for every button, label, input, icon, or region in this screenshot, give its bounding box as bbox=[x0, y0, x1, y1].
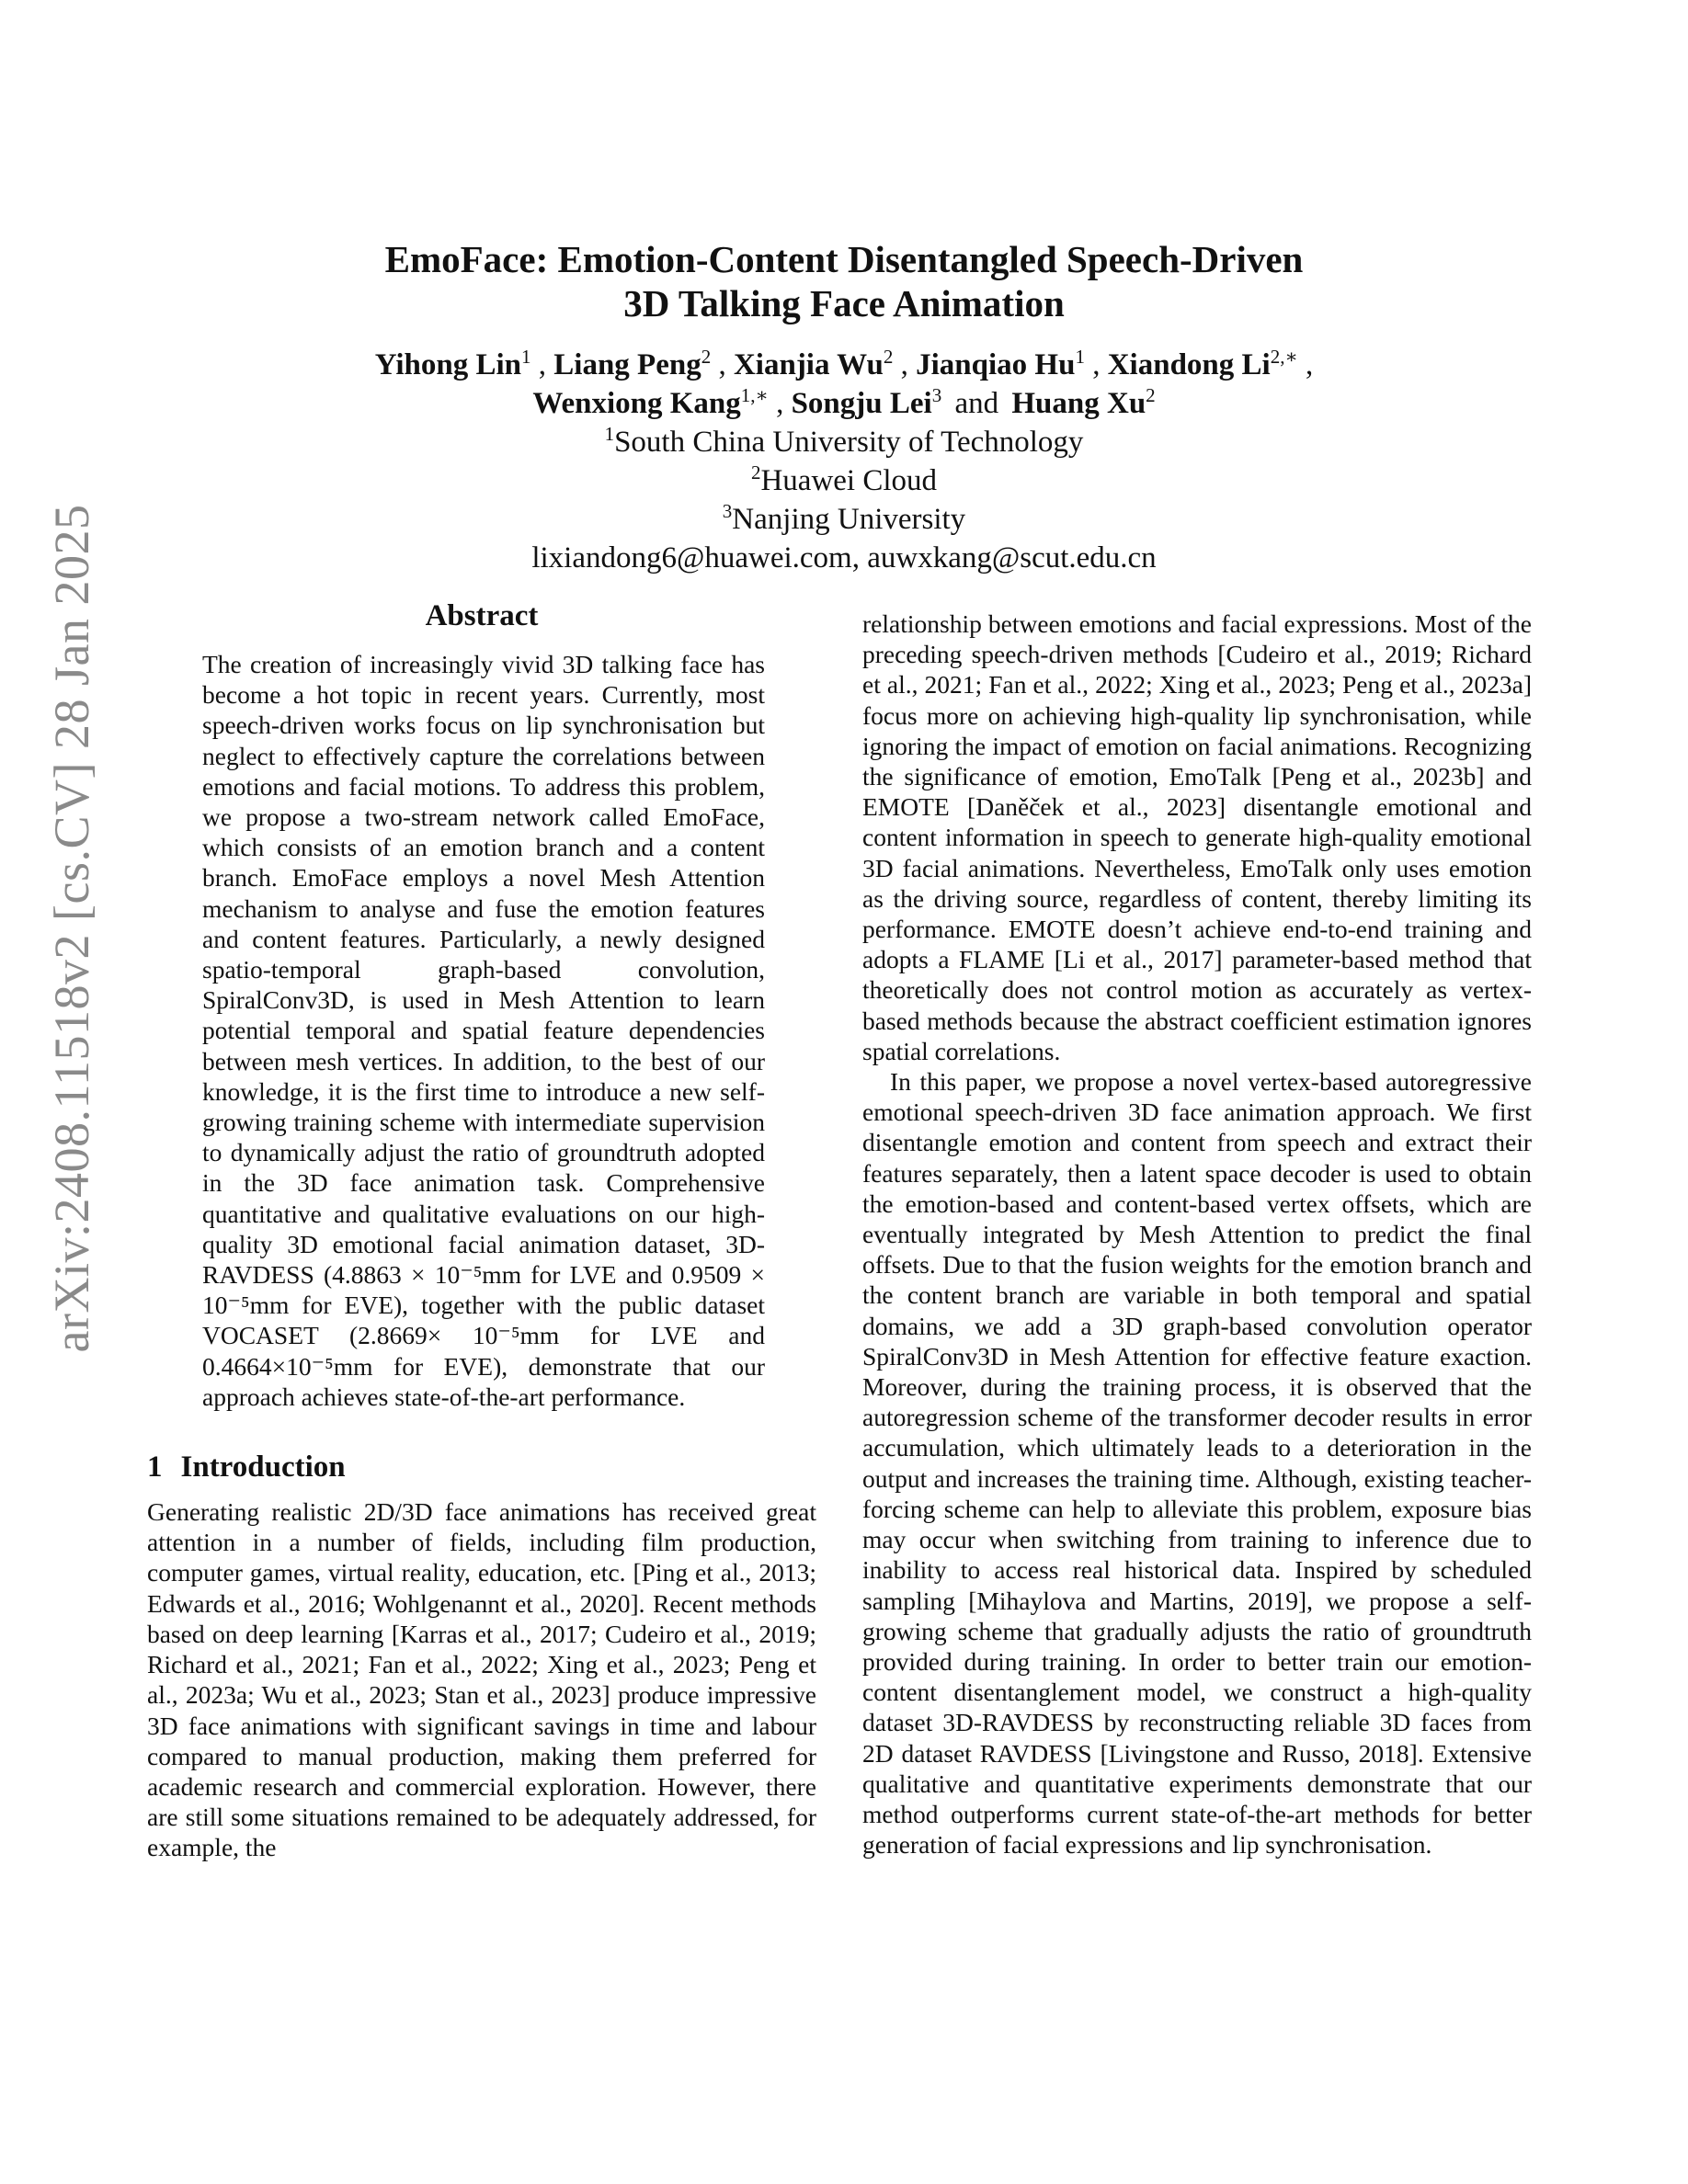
affiliation-3: $^3$Nanjing University bbox=[722, 500, 966, 536]
author-line-2: Wenxiong Kang$^{1,∗}$ , Songju Lei$^3$ and Huang Xu$^2$ bbox=[532, 384, 1156, 420]
author-affil-mark: 2,∗ bbox=[1270, 346, 1298, 368]
paper-title bbox=[211, 237, 1477, 325]
affiliation-1: $^1$South China University of Technology bbox=[604, 423, 1084, 459]
author-name: Xianjia Wu bbox=[733, 348, 884, 381]
section-number: 1 bbox=[147, 1450, 163, 1484]
author-affil-mark: 2 bbox=[1146, 384, 1156, 406]
arxiv-watermark bbox=[0, 0, 110, 2184]
author-affil-mark: 2 bbox=[883, 346, 894, 368]
author-name: Jianqiao Hu bbox=[916, 348, 1076, 381]
author-conjunction: and bbox=[954, 387, 999, 420]
author-name: Liang Peng bbox=[553, 348, 701, 381]
author-affil-mark: 2 bbox=[701, 346, 712, 368]
section-heading-introduction bbox=[147, 1449, 816, 1485]
author-name: Xiandong Li bbox=[1107, 348, 1271, 381]
author-name: Yihong Lin bbox=[374, 348, 522, 381]
author-emails: lixiandong6@huawei.com, auwxkang@scut.edu.cn bbox=[531, 541, 1157, 574]
abstract-heading: Abstract bbox=[425, 599, 539, 632]
intro-paragraph-1-continued: relationship between emotions and facial expressions. Most of the preceding speech-driven methods [Cudeiro et al., 2019; Richard et al., 2021; Fan et al., 2022; Xing et al., 2023; Peng et al., 2023a] focus more on achieving high-quality lip synchronisation, while ignoring the impact of emotion on facial animations. Recognizing the significance of emotion, EmoTalk [Peng et al., 2023b] and EMOTE [Daněček et al., 2023] disentangle emotional and content information in speech to generate high-quality emotional 3D facial animations. Nevertheless, EmoTalk only uses emotion as the driving source, regardless of content, thereby limiting its performance. EMOTE doesn’t achieve end-to-end training and adopts a FLAME [Li et al., 2017] parameter-based method that theoretically does not control motion as accurately as vertex-based methods because the abstract coefficient estimation ignores spatial correlations. bbox=[862, 609, 1532, 1065]
author-affil-mark: 3 bbox=[931, 384, 942, 406]
arxiv-id: arXiv:2408.11518v2 [cs.CV] 28 Jan 2025 bbox=[44, 504, 99, 1353]
right-column bbox=[862, 609, 1532, 1860]
title-line-2: 3D Talking Face Animation bbox=[623, 282, 1065, 324]
author-line-1: Yihong Lin$^1$ , Liang Peng$^2$ , Xianjia Wu$^2$ , Jianqiao Hu$^1$ , Xiandong $Li^{2,∗}$ , bbox=[374, 346, 1314, 381]
abstract-text: The creation of increasingly vivid 3D talking face has become a hot topic in recent years. Currently, most speech-driven works focus on lip synchronisation but neglect to effectively capture the correlations between emotions and facial motions. To address this problem, we propose a two-stream network called EmoFace, which consists of an emotion branch and a content branch. EmoFace employs a novel Mesh Attention mechanism to analyse and fuse the emotion features and content features. Particularly, a newly designed spatio-temporal graph-based convolution, SpiralConv3D, is used in Mesh Attention to learn potential temporal and spatial feature dependencies between mesh vertices. In addition, to the best of our knowledge, it is the first time to introduce a new self-growing training scheme with intermediate supervision to dynamically adjust the ratio of groundtruth adopted in the 3D face animation task. Comprehensive quantitative and qualitative evaluations on our high-quality 3D emotional facial animation dataset, 3D-RAVDESS (4.8863 × 10⁻⁵mm for LVE and 0.9509 × 10⁻⁵mm for EVE), together with the public dataset VOCASET (2.8669× 10⁻⁵mm for LVE and 0.4664×10⁻⁵mm for EVE), demonstrate that our approach achieves state-of-the-art performance. bbox=[202, 650, 765, 1411]
affiliation-2: $^2$Huawei Cloud bbox=[750, 461, 938, 497]
title-line-1: EmoFace: Emotion-Content Disentangled Speech-Driven bbox=[384, 238, 1304, 280]
author-affil-mark: 1,∗ bbox=[740, 384, 769, 406]
section-title: Introduction bbox=[180, 1450, 346, 1484]
author-name: Songju Lei bbox=[791, 387, 932, 420]
intro-paragraph-1: Generating realistic 2D/3D face animations has received great attention in a number of fields, including film production, computer games, virtual reality, education, etc. [Ping et al., 2013; Edwards et al., 2016; Wohlgenannt et al., 2020]. Recent methods based on deep learning [Karras et al., 2017; Cudeiro et al., 2019; Richard et al., 2021; Fan et al., 2022; Xing et al., 2023; Peng et al., 2023a; Wu et al., 2023; Stan et al., 2023] produce impressive 3D face animations with significant savings in time and labour compared to manual production, making them preferred for academic research and commercial exploration. However, there are still some situations remained to be adequately addressed, for example, the bbox=[147, 1497, 816, 1862]
author-name: Wenxiong Kang bbox=[532, 387, 741, 420]
author-name: Huang Xu bbox=[1011, 387, 1146, 420]
author-block bbox=[211, 346, 1477, 577]
author-affil-mark: 1 bbox=[521, 346, 531, 368]
intro-paragraph-2: In this paper, we propose a novel vertex-based autoregressive emotional speech-driven 3D face animation approach. We first disentangle emotion and content from speech and extract their features separately, then a latent space decoder is used to obtain the emotion-based and content-based vertex offsets, which are eventually integrated by Mesh Attention to predict the final offsets. Due to that the fusion weights for the emotion branch and the content branch are variable in both temporal and spatial domains, we add a 3D graph-based convolution operator SpiralConv3D in Mesh Attention for effective feature exaction. Moreover, during the training process, it is observed that the autoregression scheme of the transformer decoder results in error accumulation, which ultimately leads to a deterioration in the output and increases the training time. Although, existing teacher-forcing scheme can help to alleviate this problem, exposure bias may occur when switching from training to inference due to inability to access real historical data. Inspired by scheduled sampling [Mihaylova and Martins, 2019], we propose a self-growing scheme that gradually adjusts the ratio of groundtruth provided during training. In order to better train our emotion-content disentanglement model, we construct a high-quality dataset 3D-RAVDESS by reconstructing reliable 3D faces from 2D dataset RAVDESS [Livingstone and Russo, 2018]. Extensive qualitative and quantitative experiments demonstrate that our method outperforms current state-of-the-art methods for better generation of facial expressions and lip synchronisation. bbox=[862, 1067, 1532, 1860]
left-column bbox=[147, 597, 816, 1863]
author-affil-mark: 1 bbox=[1075, 346, 1085, 368]
